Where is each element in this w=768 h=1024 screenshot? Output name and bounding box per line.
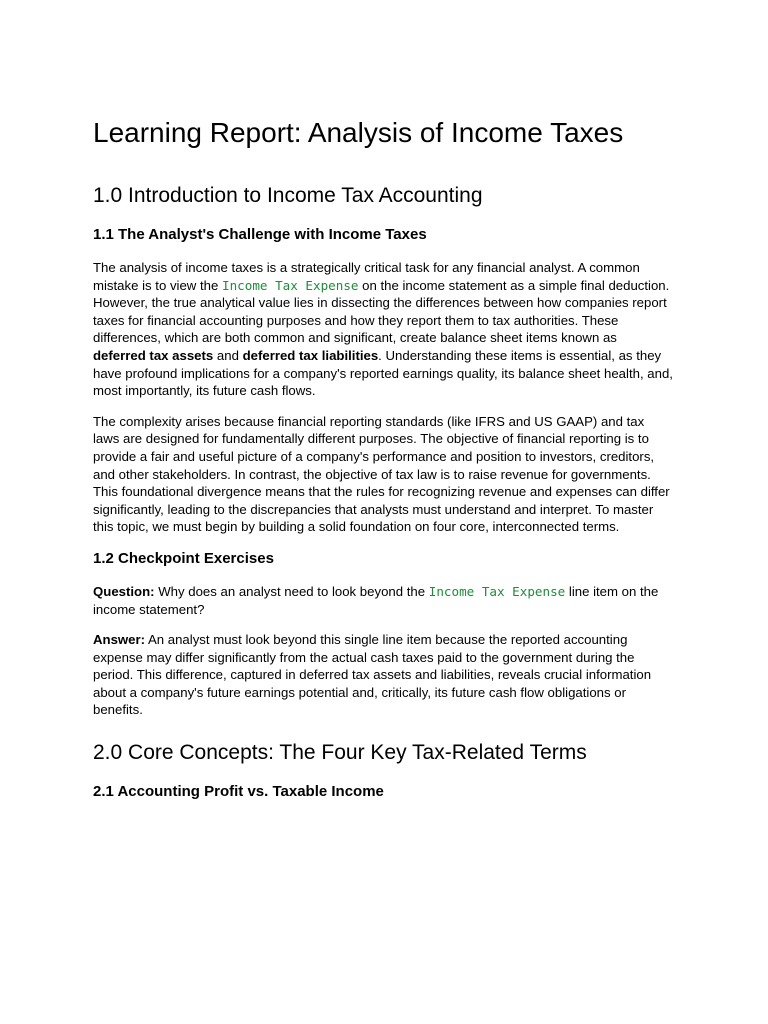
document-page [93, 114, 673, 816]
answer-label: Answer: [93, 632, 146, 648]
paragraph-1-1-a [93, 259, 673, 400]
paragraph-text: . Understanding these items is essential, as they have profound implications for a company's reported earnings quality, its balance sheet health, and, most importantly, its future cash flows. [93, 347, 673, 399]
paragraph-text: Why does an analyst need to look beyond the [154, 583, 429, 599]
inline-code: Income Tax Expense [428, 583, 566, 599]
bold-term: deferred tax liabilities [242, 347, 379, 363]
page-title: Learning Report: Analysis of Income Taxes [93, 117, 624, 148]
paragraph-text: line item on the income statement? [93, 583, 659, 617]
subsection-heading-2-1: 2.1 Accounting Profit vs. Taxable Income [93, 783, 384, 801]
section-heading-2: 2.0 Core Concepts: The Four Key Tax-Related Terms [93, 741, 587, 765]
inline-code: Income Tax Expense [222, 277, 359, 293]
paragraph-text: and [213, 347, 243, 363]
section-heading-1: 1.0 Introduction to Income Tax Accounting [93, 184, 483, 207]
question-paragraph [93, 583, 673, 618]
bold-term: deferred tax assets [93, 347, 214, 363]
paragraph-text: on the income statement as a simple final deduction. However, the true analytical value lies in dissecting the differences between how companies report taxes for financial accounting purposes and how they report them to tax authorities. These differences, which are both common and significant, create balance sheet items known as [93, 277, 670, 346]
question-label: Question: [93, 583, 155, 599]
paragraph-text: An analyst must look beyond this single line item because the reported accounting expense may differ significantly from the actual cash taxes paid to the government during the period. This difference, captured in deferred tax assets and liabilities, reveals crucial information about a company's future earnings potential and, critically, its future cash flow obligations or benefits. [93, 632, 652, 718]
paragraph-1-1-b: The complexity arises because financial reporting standards (like IFRS and US GAAP) and tax laws are designed for fundamentally different purposes. The objective of financial reporting is to provide a fair and useful picture of a company's performance and position to investors, creditors, and other stakeholders. In contrast, the objective of tax law is to raise revenue for governments. This foundational divergence means that the rules for recognizing revenue and expenses can differ significantly, leading to the discrepancies that analysts must understand and interpret. To master this topic, we must begin by building a solid foundation on four core, interconnected terms. [93, 413, 670, 535]
answer-paragraph [93, 631, 673, 719]
subsection-heading-1-2: 1.2 Checkpoint Exercises [93, 549, 274, 567]
subsection-heading-1-1: 1.1 The Analyst's Challenge with Income Taxes [93, 226, 427, 243]
paragraph-text: The analysis of income taxes is a strategically critical task for any financial analyst. A common mistake is to view the [93, 260, 640, 293]
